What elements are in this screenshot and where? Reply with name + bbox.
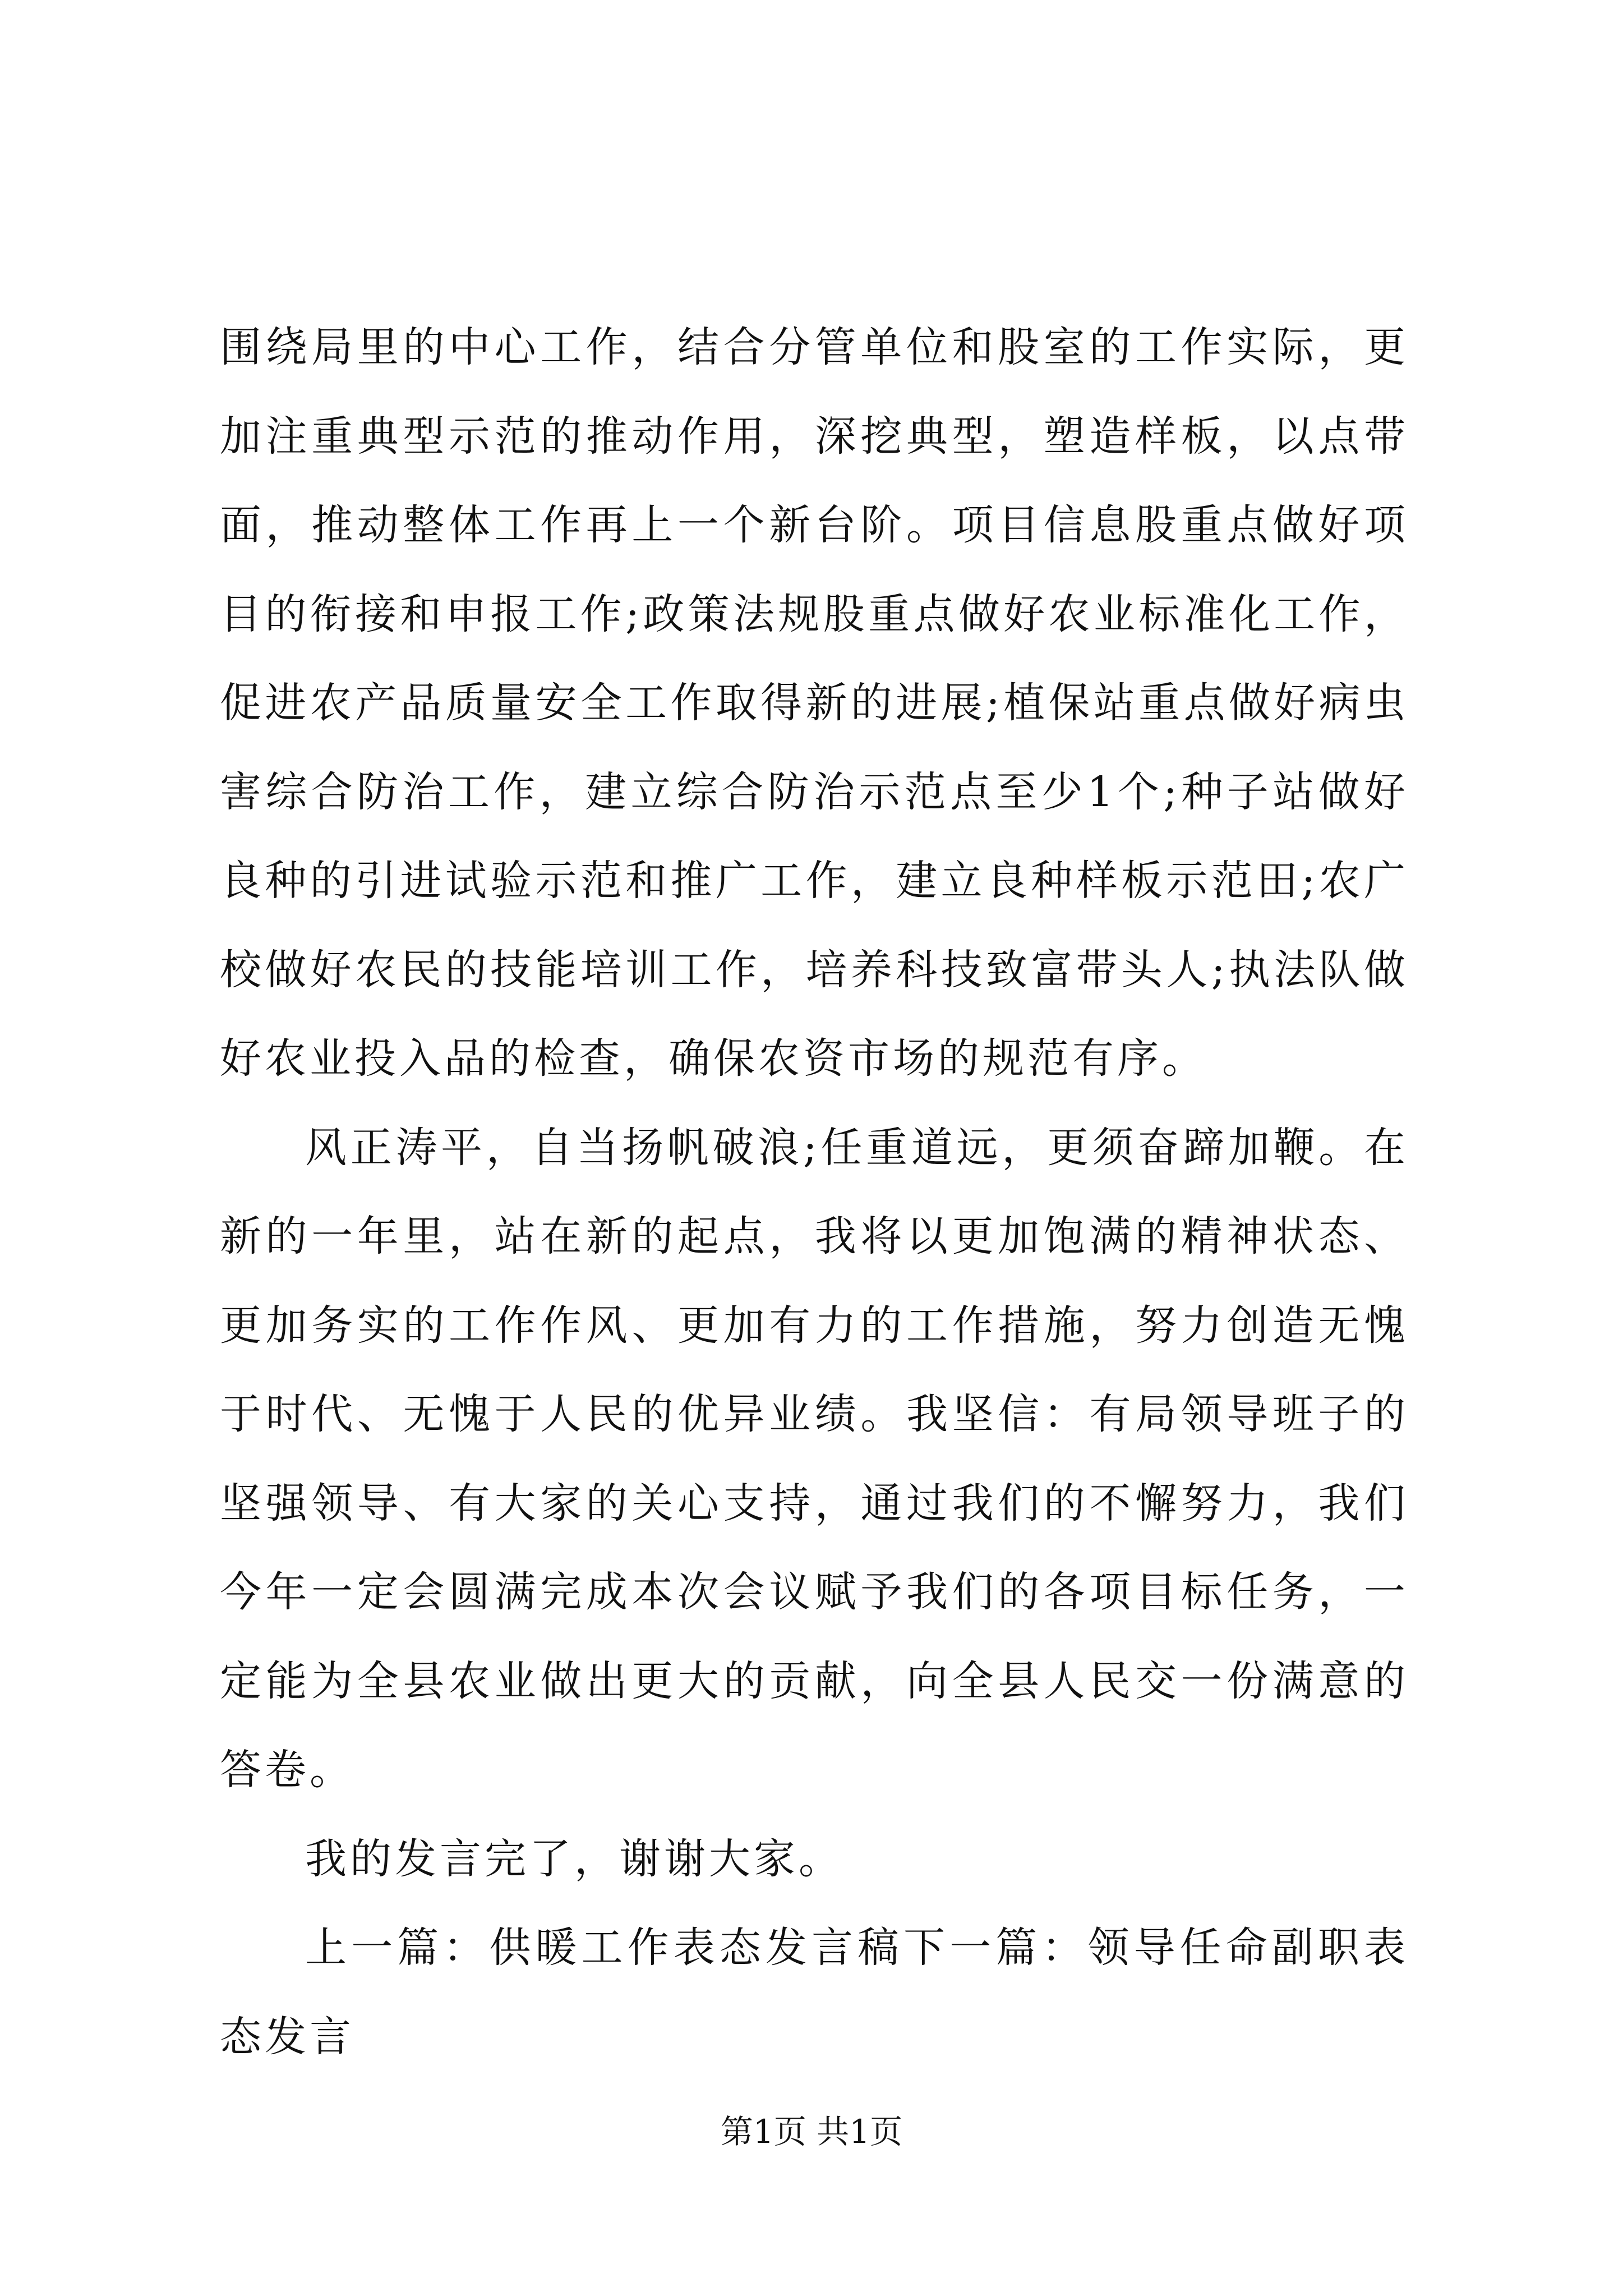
prev-next-links[interactable]: 上一篇：供暖工作表态发言稿下一篇：领导任命副职表态发言: [220, 1924, 1409, 2061]
paragraph-commitment: 风正涛平，自当扬帆破浪;任重道远，更须奋蹄加鞭。在新的一年里，站在新的起点，我将以更加饱满的精神状态、更加务实的工作作风、更加有力的工作措施，努力创造无愧于时代、无愧于人民的优异业绩。我坚信：有局领导班子的坚强领导、有大家的关心支持，通过我们的不懈努力，我们今年一定会圆满完成本次会议赋予我们的各项目标任务，一定能为全县农业做出更大的贡献，向全县人民交一份满意的答卷。: [220, 1123, 1409, 1794]
document-body: [220, 303, 1409, 2081]
paragraph-closing: 我的发言完了，谢谢大家。: [305, 1834, 843, 1883]
paragraph-work-arrangement: 围绕局里的中心工作，结合分管单位和股室的工作实际，更加注重典型示范的推动作用，深挖典型，塑造样板，以点带面，推动整体工作再上一个新台阶。项目信息股重点做好项目的衔接和申报工作;政策法规股重点做好农业标准化工作，促进农产品质量安全工作取得新的进展;植保站重点做好病虫害综合防治工作，建立综合防治示范点至少1个;种子站做好良种的引进试验示范和推广工作，建立良种样板示范田;农广校做好农民的技能培训工作，培养科技致富带头人;执法队做好农业投入品的检查，确保农资市场的规范有序。: [220, 323, 1409, 1083]
page-footer: 第1页 共1页: [720, 2113, 903, 2151]
